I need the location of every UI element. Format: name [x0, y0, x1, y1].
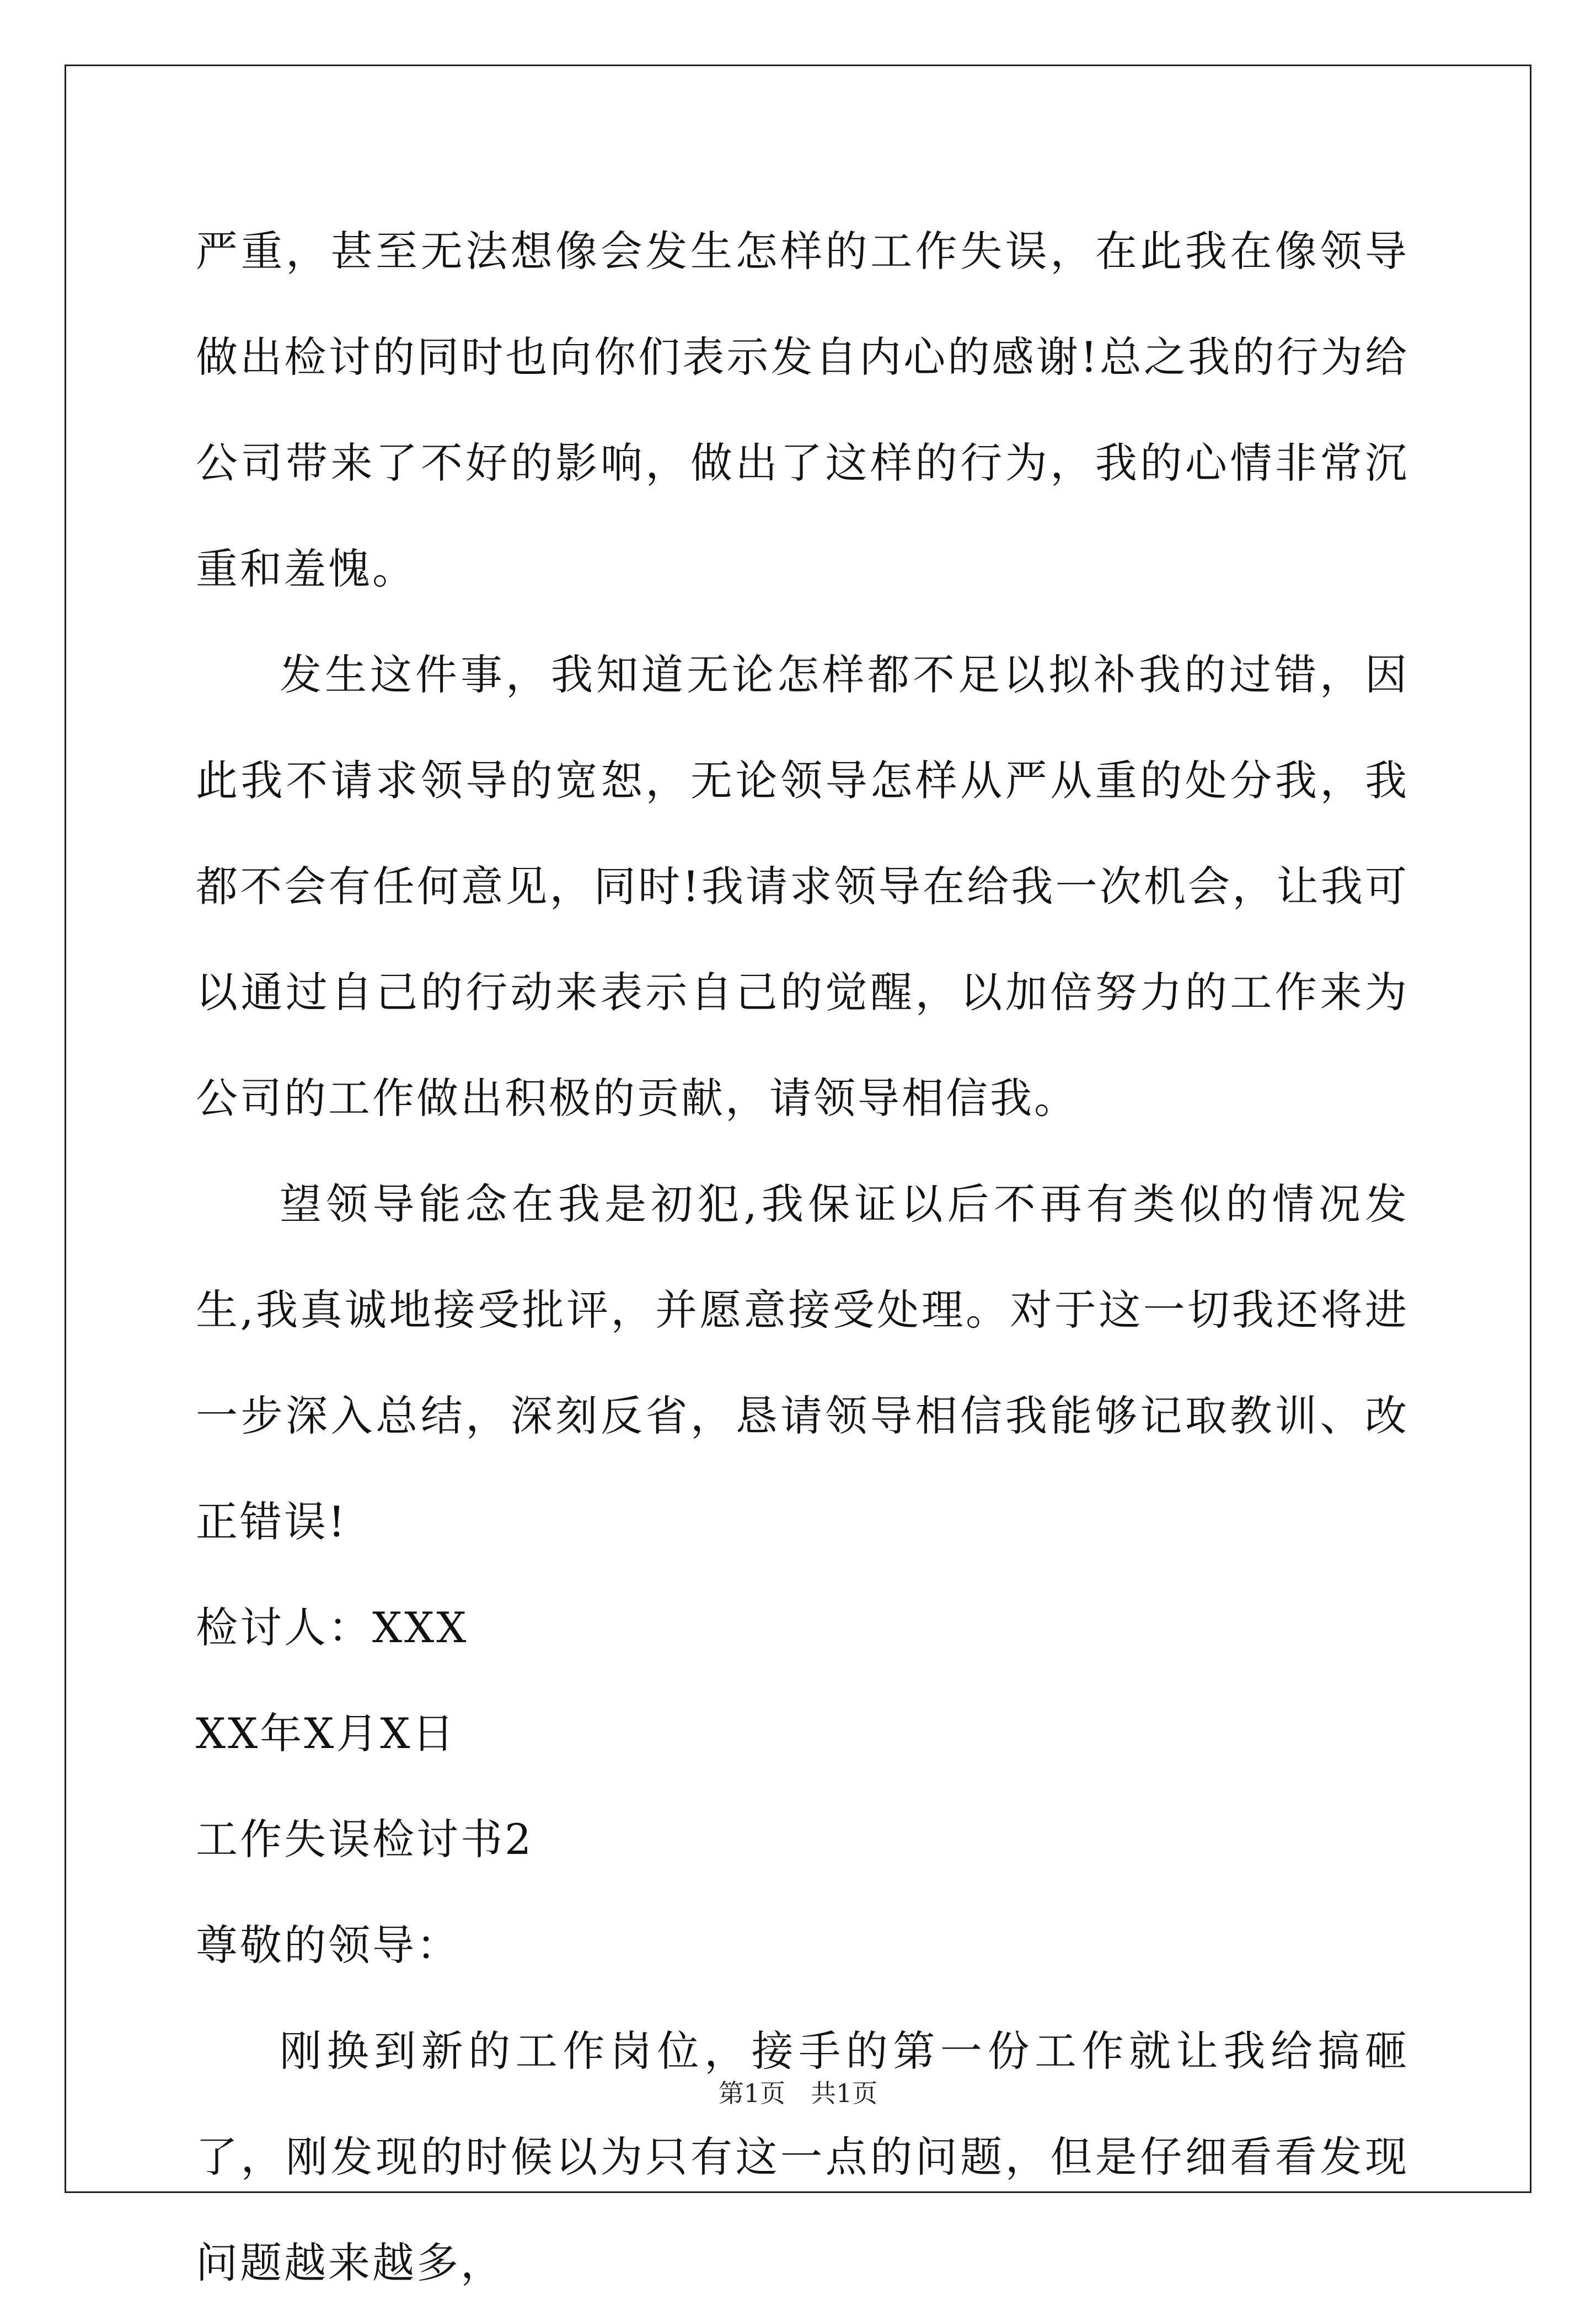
signature-line: 检讨人：XXX: [196, 1603, 469, 1652]
section-title: 工作失误检讨书2: [196, 1815, 534, 1864]
salutation: 尊敬的领导：: [196, 1921, 460, 1970]
paragraph-1: 严重，甚至无法想像会发生怎样的工作失误，在此我在像领导做出检讨的同时也向你们表示发自内心的感谢!总之我的行为给公司带来了不好的影响，做出了这样的行为，我的心情非常沉重和羞愧。: [196, 227, 1409, 593]
document-body: [196, 199, 1409, 2316]
page-footer: 第1页 共1页: [718, 2078, 878, 2108]
paragraph-2: 发生这件事，我知道无论怎样都不足以拟补我的过错，因此我不请求领导的宽恕，无论领导怎样从严从重的处分我，我都不会有任何意见，同时!我请求领导在给我一次机会，让我可以通过自己的行动来表示自己的觉醒，以加倍努力的工作来为公司的工作做出积极的贡献，请领导相信我。: [196, 650, 1409, 1123]
date-line: XX年X月X日: [196, 1709, 457, 1758]
paragraph-3: 望领导能念在我是初犯,我保证以后不再有类似的情况发生,我真诚地接受批评，并愿意接受处理。对于这一切我还将进一步深入总结，深刻反省，恳请领导相信我能够记取教训、改正错误!: [196, 1180, 1409, 1546]
paragraph-4: 刚换到新的工作岗位，接手的第一份工作就让我给搞砸了，刚发现的时候以为只有这一点的问题，但是仔细看看发现问题越来越多，: [196, 2026, 1409, 2287]
